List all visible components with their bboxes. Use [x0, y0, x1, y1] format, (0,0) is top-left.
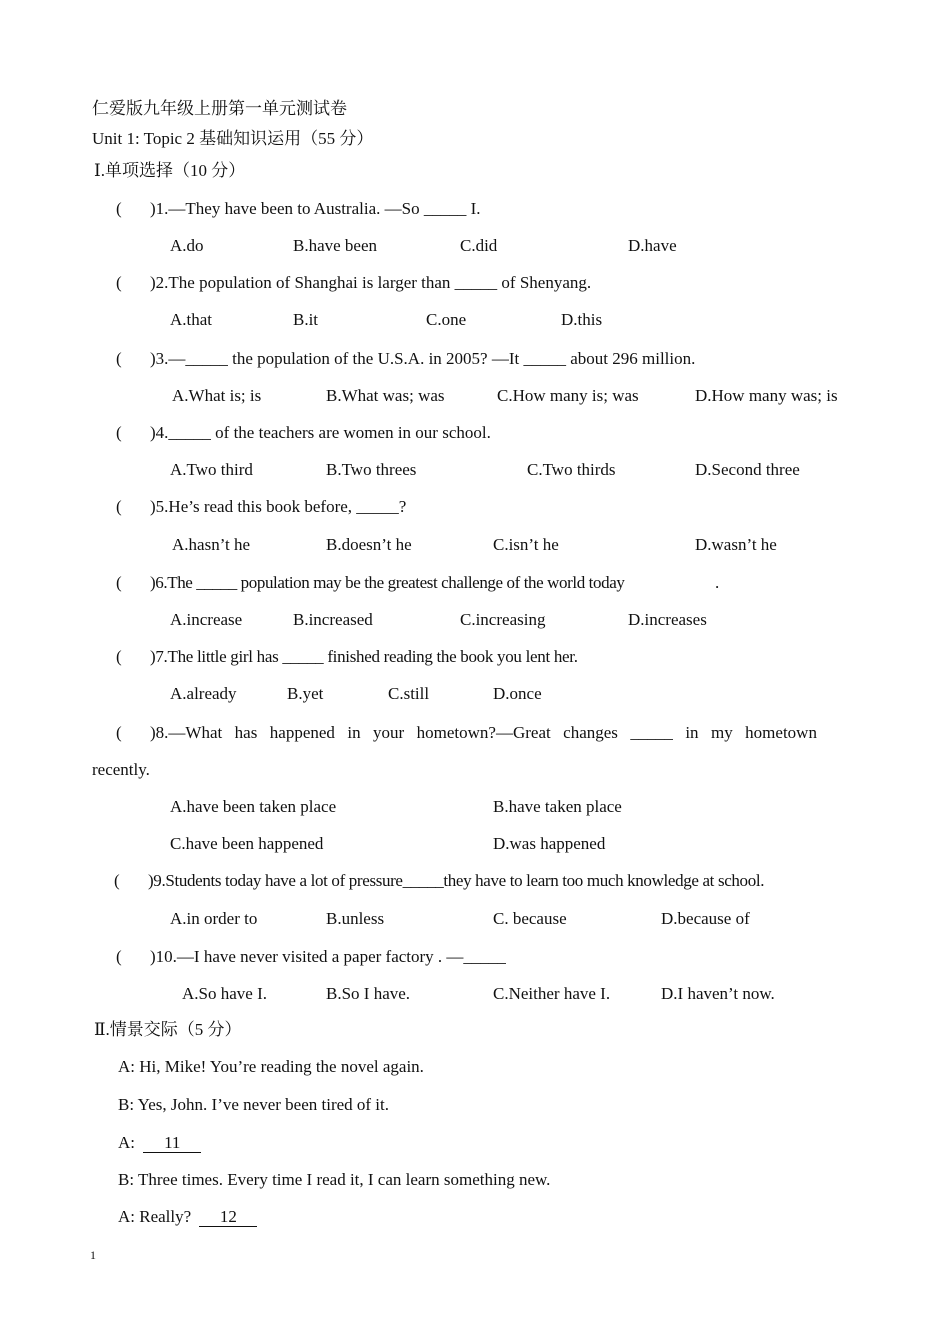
question-3-stem: )3.—_____ the population of the U.S.A. in 2005? —It _____ about 296 million. — [150, 349, 696, 368]
q5-option-a: A.hasn’t he — [172, 535, 251, 554]
document-title: 仁爱版九年级上册第一单元测试卷 — [92, 99, 347, 118]
q10-option-d: D.I haven’t now. — [661, 984, 775, 1003]
question-6-stem: )6.The _____ population may be the greatest challenge of the world today — [150, 573, 625, 592]
answer-paren: ( — [116, 573, 122, 592]
q1-option-b: B.have been — [293, 236, 378, 255]
answer-blank-11[interactable]: 11 — [143, 1134, 201, 1153]
question-5-stem: )5.He’s read this book before, _____? — [150, 497, 407, 516]
dialogue-line: B: Yes, John. I’ve never been tired of it. — [118, 1095, 390, 1114]
q3-option-b: B.What was; was — [326, 386, 445, 405]
answer-paren: ( — [116, 647, 122, 666]
q10-option-a: A.So have I. — [182, 984, 267, 1003]
section-2-heading: Ⅱ.情景交际（5 分） — [94, 1020, 242, 1039]
q8-option-b: B.have taken place — [493, 797, 622, 816]
answer-paren: ( — [116, 497, 122, 516]
answer-paren: ( — [116, 423, 122, 442]
q2-option-b: B.it — [293, 310, 319, 329]
q5-option-b: B.doesn’t he — [326, 535, 412, 554]
dialogue-line: A: Hi, Mike! You’re reading the novel again. — [118, 1057, 424, 1076]
question-2-stem: )2.The population of Shanghai is larger than _____ of Shenyang. — [150, 273, 592, 292]
q1-option-c: C.did — [460, 236, 498, 255]
answer-paren: ( — [116, 947, 122, 966]
dialogue-speaker: A: Really? — [118, 1207, 196, 1226]
q1-option-a: A.do — [170, 236, 204, 255]
q4-option-b: B.Two threes — [326, 460, 417, 479]
dialogue-speaker: A: — [118, 1133, 140, 1152]
answer-blank-12[interactable]: 12 — [199, 1208, 257, 1227]
q10-option-c: C.Neither have I. — [493, 984, 611, 1003]
q8-option-a: A.have been taken place — [170, 797, 337, 816]
q6-option-b: B.increased — [293, 610, 373, 629]
q3-option-d: D.How many was; is — [695, 386, 838, 405]
question-10-stem: )10.—I have never visited a paper factory . —_____ — [150, 947, 506, 966]
q6-option-a: A.increase — [170, 610, 243, 629]
question-7-stem: )7.The little girl has _____ finished reading the book you lent her. — [150, 647, 578, 666]
question-9-stem: )9.Students today have a lot of pressure_____they have to learn too much knowledge at school. — [148, 871, 765, 890]
question-1-stem: )1.—They have been to Australia. —So _____ I. — [150, 199, 481, 218]
q7-option-c: C.still — [388, 684, 430, 703]
q8-option-d: D.was happened — [493, 834, 606, 853]
q4-option-c: C.Two thirds — [527, 460, 616, 479]
q9-option-c: C. because — [493, 909, 567, 928]
q5-option-d: D.wasn’t he — [695, 535, 777, 554]
section-1-heading: Ⅰ.单项选择（10 分） — [94, 161, 246, 180]
answer-paren: ( — [116, 273, 122, 292]
q9-option-a: A.in order to — [170, 909, 258, 928]
q4-option-d: D.Second three — [695, 460, 800, 479]
dialogue-line — [118, 1206, 257, 1228]
q8-option-c: C.have been happened — [170, 834, 324, 853]
q3-option-a: A.What is; is — [172, 386, 262, 405]
q1-option-d: D.have — [628, 236, 677, 255]
page-number: 1 — [90, 1248, 96, 1262]
q5-option-c: C.isn’t he — [493, 535, 559, 554]
q9-option-b: B.unless — [326, 909, 385, 928]
question-4-stem: )4._____ of the teachers are women in our school. — [150, 423, 491, 442]
q6-option-d: D.increases — [628, 610, 707, 629]
q7-option-b: B.yet — [287, 684, 324, 703]
q2-option-c: C.one — [426, 310, 467, 329]
dialogue-line — [118, 1132, 201, 1154]
answer-paren: ( — [116, 199, 122, 218]
answer-paren: ( — [116, 349, 122, 368]
q7-option-d: D.once — [493, 684, 542, 703]
q4-option-a: A.Two third — [170, 460, 253, 479]
q3-option-c: C.How many is; was — [497, 386, 639, 405]
q9-option-d: D.because of — [661, 909, 750, 928]
q7-option-a: A.already — [170, 684, 237, 703]
question-8-stem-wrap: recently. — [92, 760, 150, 779]
document-subtitle: Unit 1: Topic 2 基础知识运用（55 分） — [92, 129, 374, 148]
answer-paren: ( — [116, 723, 122, 742]
q6-option-c: C.increasing — [460, 610, 546, 629]
answer-paren: ( — [114, 871, 120, 890]
q2-option-a: A.that — [170, 310, 213, 329]
dialogue-line: B: Three times. Every time I read it, I can learn something new. — [118, 1170, 551, 1189]
question-8-stem: )8.—What has happened in your hometown?—Great changes _____ in my hometown — [150, 723, 817, 742]
q2-option-d: D.this — [561, 310, 603, 329]
question-6-stem-end: . — [715, 573, 720, 592]
q10-option-b: B.So I have. — [326, 984, 411, 1003]
